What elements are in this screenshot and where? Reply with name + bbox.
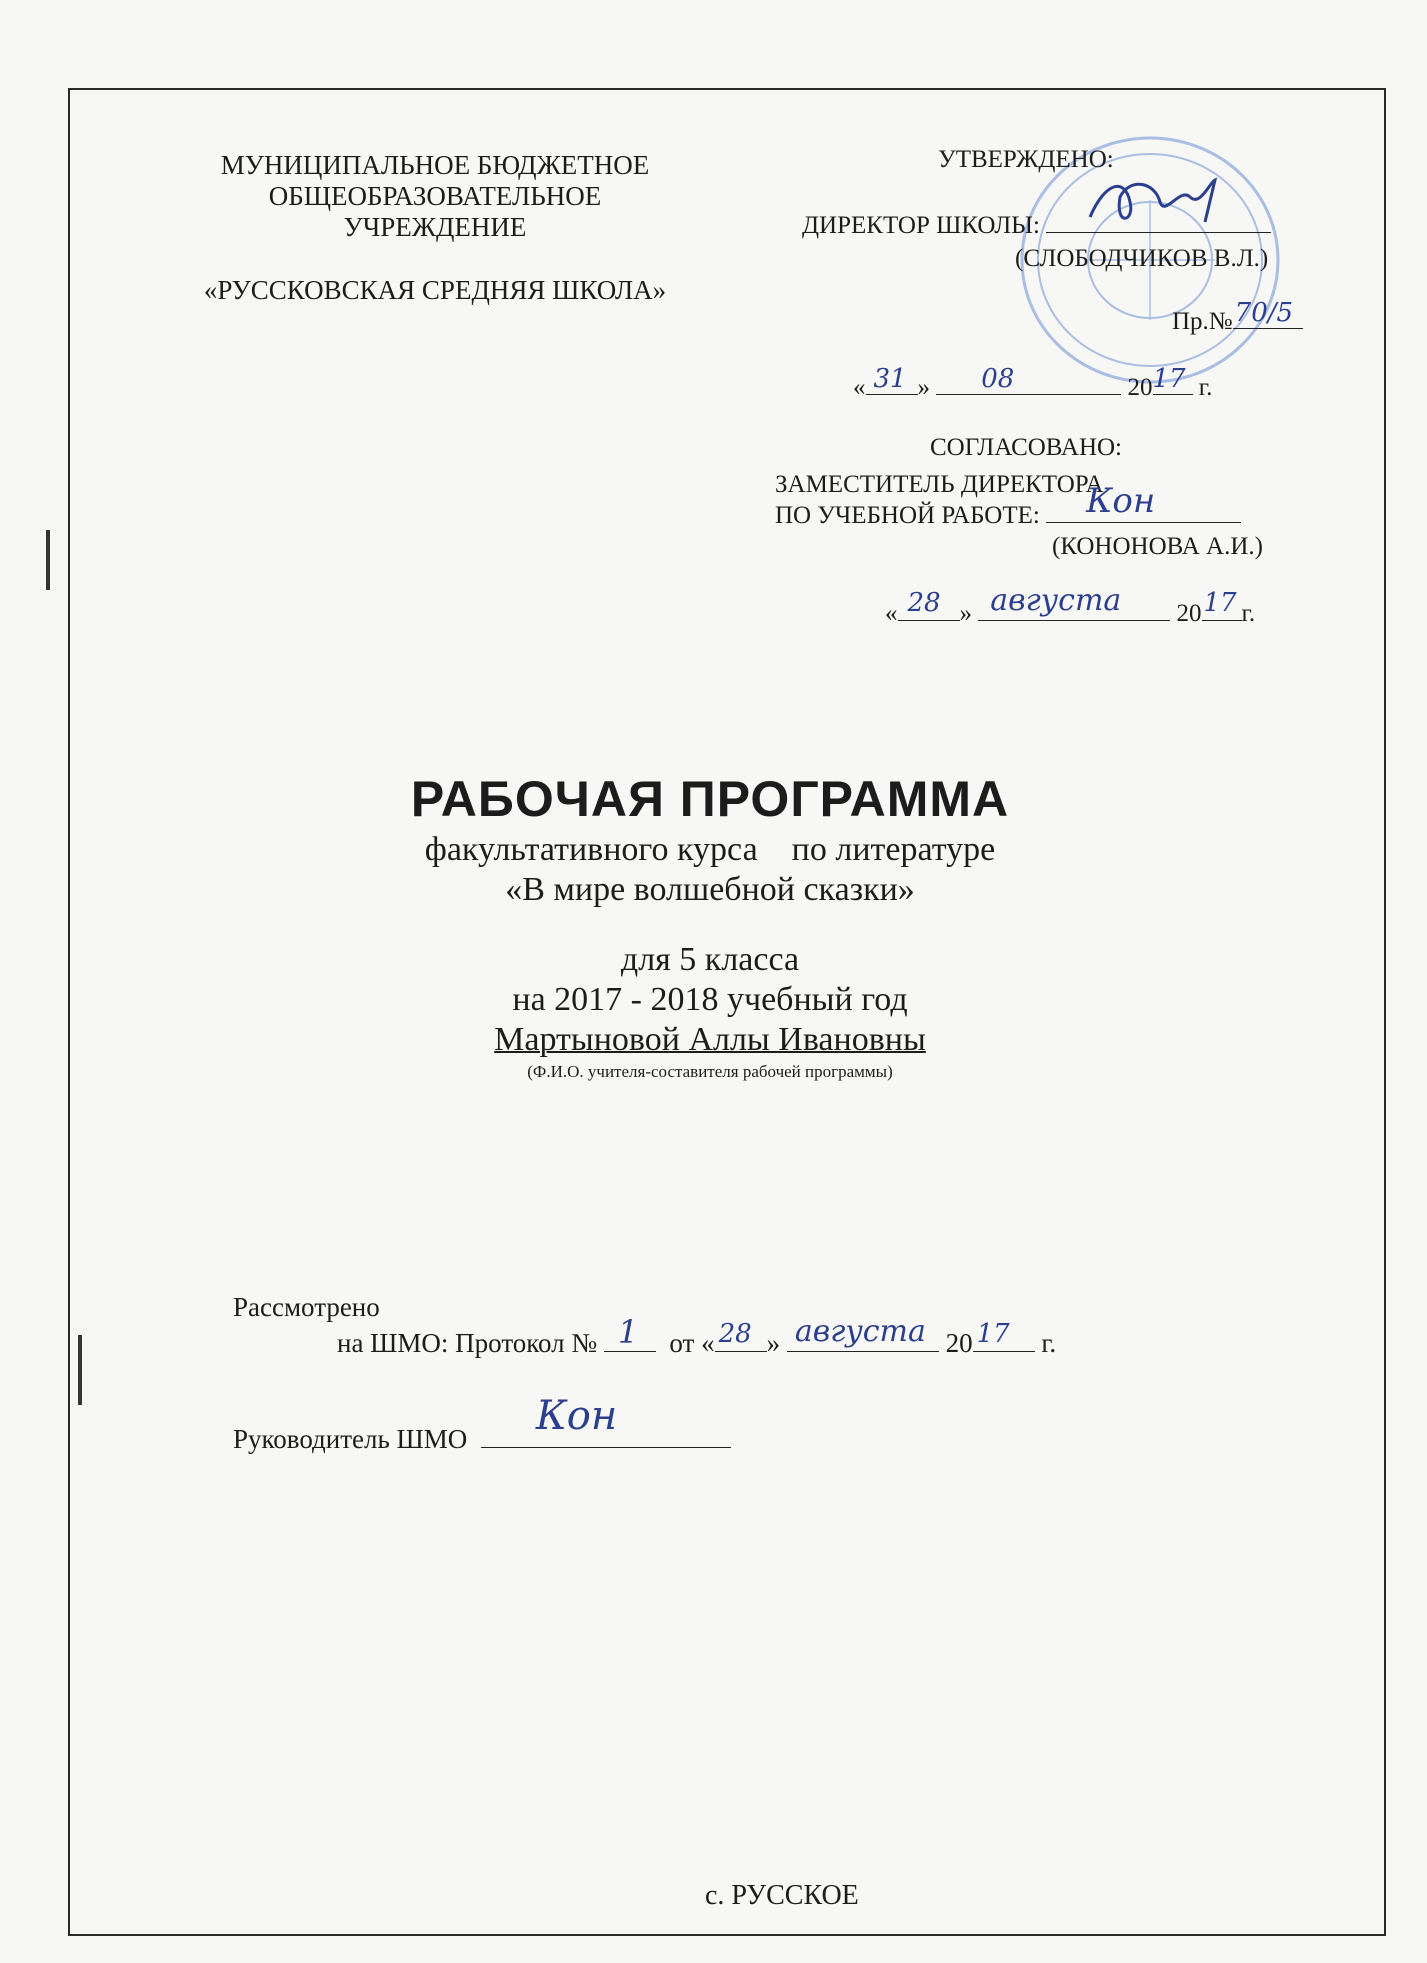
- school-header: [150, 150, 720, 306]
- agreed-signature-line: [1046, 481, 1241, 523]
- agreed-day: 28: [907, 588, 941, 618]
- approved-date: « 31 » 08 20 17 г.: [853, 364, 1213, 401]
- review-year-unit: г.: [1041, 1328, 1057, 1358]
- edge-mark-top: [46, 530, 50, 590]
- review-day: 28: [718, 1319, 752, 1349]
- order-number: 70/5: [1234, 298, 1294, 328]
- approved-year-unit: г.: [1198, 374, 1213, 401]
- approved-day: 31: [873, 364, 907, 394]
- agreed-day-line: [898, 588, 960, 621]
- teacher-caption: (Ф.И.О. учителя-составителя рабочей программы): [527, 1062, 893, 1081]
- review-line-1: Рассмотрено: [233, 1292, 380, 1322]
- review-year-prefix: 20: [945, 1328, 973, 1358]
- approved-year-suffix: 17: [1152, 364, 1186, 394]
- review-month: августа: [794, 1314, 926, 1349]
- grade: для 5 класса: [620, 941, 800, 978]
- review-month-line: [787, 1314, 939, 1352]
- head-signature: Кон: [535, 1393, 618, 1439]
- program-block: [230, 770, 1190, 1082]
- head-line: [233, 1393, 731, 1455]
- head-label: Руководитель ШМО: [233, 1424, 468, 1454]
- program-title: РАБОЧАЯ ПРОГРАММА: [410, 771, 1010, 827]
- teacher: Мартыновой Аллы Ивановны: [494, 1021, 926, 1058]
- course-name: «В мире волшебной сказки»: [505, 871, 915, 908]
- subtitle-right: по литературе: [791, 831, 996, 868]
- agreed-heading: СОГЛАСОВАНО:: [930, 434, 1123, 461]
- agreed-year-suffix: 17: [1203, 588, 1237, 618]
- agreed-year-unit: г.: [1241, 600, 1256, 627]
- school-line-3: УЧРЕЖДЕНИЕ: [343, 212, 527, 242]
- school-line-2: ОБЩЕОБРАЗОВАТЕЛЬНОЕ: [268, 181, 602, 211]
- approved-order: [1172, 298, 1303, 336]
- edge-mark-bottom: [78, 1335, 82, 1405]
- protocol-number-line: [604, 1313, 656, 1352]
- director-signature: [1085, 172, 1235, 232]
- agreed-person: (КОНОНОВА А.И.): [1052, 533, 1263, 560]
- agreed-role-2: ПО УЧЕБНОЙ РАБОТЕ:: [775, 502, 1040, 529]
- approved-day-line: [866, 364, 918, 395]
- school-name: «РУССКОВСКАЯ СРЕДНЯЯ ШКОЛА»: [203, 275, 667, 305]
- program-subtitle: [230, 830, 1190, 870]
- head-signature-line: [481, 1393, 731, 1448]
- approved-role: ДИРЕКТОР ШКОЛЫ:: [802, 212, 1040, 239]
- agreed-year-line: [1202, 588, 1242, 621]
- review-date-close: »: [766, 1328, 781, 1358]
- protocol-number: 1: [617, 1313, 639, 1351]
- review-year-suffix: 17: [976, 1319, 1010, 1349]
- school-line-1: МУНИЦИПАЛЬНОЕ БЮДЖЕТНОЕ: [220, 150, 650, 180]
- agreed-date: « 28 » августа 20 17 г.: [885, 583, 1256, 627]
- agreed-month: августа: [990, 583, 1122, 618]
- agreed-signature: Кон: [1086, 481, 1156, 521]
- approved-year-line: [1152, 364, 1193, 395]
- school-year: на 2017 - 2018 учебный год: [512, 981, 908, 1018]
- order-line: [1233, 298, 1303, 329]
- agreed-year-prefix: 20: [1176, 600, 1202, 627]
- review-year-line: [973, 1319, 1035, 1352]
- approved-month: 08: [981, 364, 1015, 394]
- teacher-name: [230, 1020, 1190, 1060]
- subtitle-left: факультативного курса: [424, 831, 758, 868]
- approved-year-prefix: 20: [1127, 374, 1153, 401]
- from-label: от «: [669, 1328, 715, 1358]
- review-day-line: [715, 1319, 767, 1352]
- approved-month-line: [936, 364, 1121, 395]
- place: с. РУССКОЕ: [705, 1880, 859, 1911]
- agreed-month-line: [978, 583, 1170, 621]
- review-line-2: [337, 1313, 1057, 1359]
- approved-heading: УТВЕРЖДЕНО:: [938, 146, 1114, 173]
- protocol-label: на ШМО: Протокол №: [337, 1328, 598, 1358]
- approved-person: (СЛОБОДЧИКОВ В.Л.): [1015, 245, 1269, 272]
- agreed-role-1: ЗАМЕСТИТЕЛЬ ДИРЕКТОРА: [775, 471, 1104, 498]
- order-label: Пр.№: [1172, 308, 1233, 335]
